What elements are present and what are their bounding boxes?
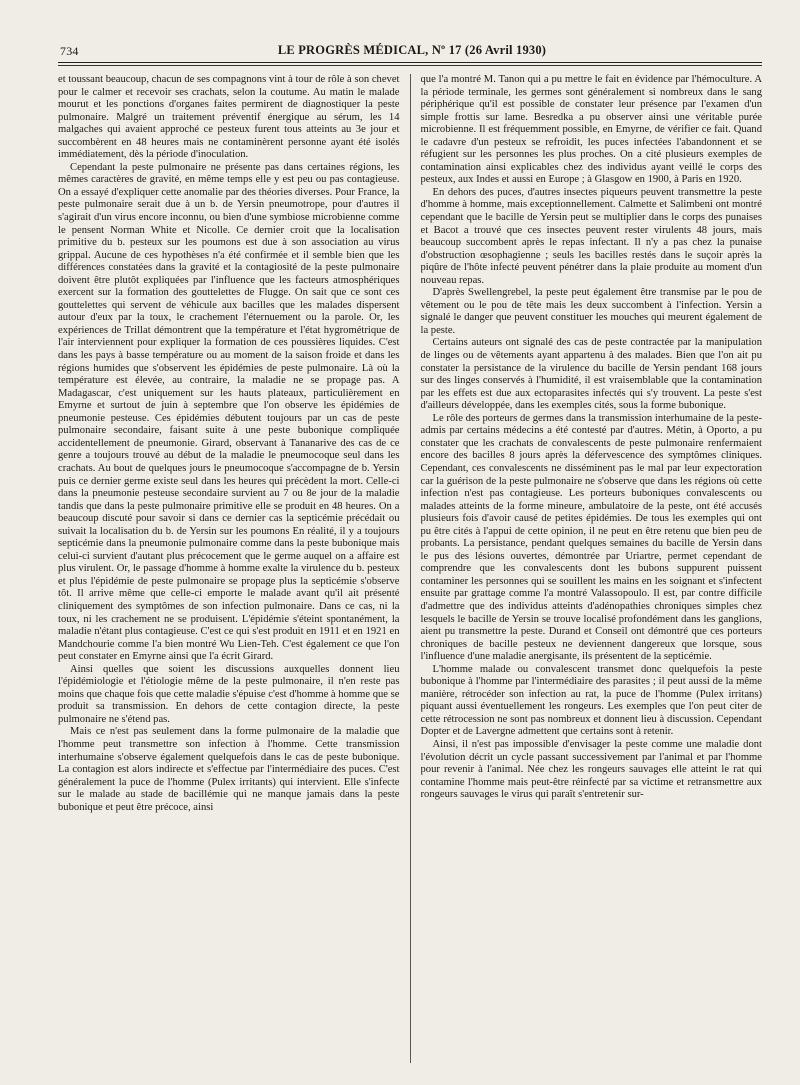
- paragraph: et toussant beaucoup, chacun de ses compagnons vint à tour de rôle à son chevet pour le calmer et recevoir ses crachats, selon la coutume. Au matin le malade mourut et les ponctions d'organes faites permirent de diagnostiquer la peste pulmonaire. Malgré un traitement préventif énergique au sérum, les 14 malgaches qui avaient approché ce pesteux furent tous atteints au 3e jour et succombèrent en 48 heures mais ne contaminèrent personne ayant été isolés immédiatement, dès la période d'inoculation.: [58, 74, 400, 161]
- paragraph: En dehors des puces, d'autres insectes piqueurs peuvent transmettre la peste d'homme à homme, mais exceptionnellement. Calmette et Salimbeni ont montré cependant que le bacille de Yersin peut se multiplier dans le corps des punaises et Bacot a trouvé que ces insectes peuvent rester virulents 48 jours, mais beaucoup succombent après le repas infectant. Il n'y a pas chez la punaise d'obstruction œsophagienne ; seuls les bacilles restés dans le suçoir après la piqûre de l'hôte infecté peuvent pénétrer dans la plaie produite au moment d'un nouveau repas.: [420, 186, 762, 286]
- paragraph: Certains auteurs ont signalé des cas de peste contractée par la manipulation de linges ou de vêtements ayant appartenu à des malades. Bien que l'on ait pu constater la persistance de la virulence du bacille de Yersin pendant 168 jours sur des linges conservés à l'humidité, il est vraisemblable que la contamination par les effets est due aux ectoparasites infectés qui s'y trouvent. La peste s'est d'ailleurs développée, dans les exemples cités, sous la forme bubonique.: [420, 337, 762, 412]
- paragraph: Ainsi quelles que soient les discussions auxquelles donnent lieu l'épidémiologie et l'étiologie même de la peste pulmonaire, il n'en reste pas moins que chaque fois que cette maladie s'épuise c'est d'homme à homme que se produit sa transmission. En dehors de cette contagion directe, la peste pulmonaire ne s'étend pas.: [58, 663, 400, 725]
- header-rule-thin: [58, 65, 762, 66]
- paragraph: D'après Swellengrebel, la peste peut également être transmise par le pou de vêtement ou le pou de tête mais les deux succombent à l'infection. Yersin a signalé le danger que peuvent constituer les mouches qui meurent également de la peste.: [420, 287, 762, 336]
- header-rule: [58, 62, 762, 63]
- paragraph: Mais ce n'est pas seulement dans la forme pulmonaire de la maladie que l'homme peut transmettre son infection à l'homme. Cette transmission interhumaine s'observe également quelquefois dans le cas de peste bubonique. La contagion est alors indirecte et s'effectue par l'intermédiaire des puces. C'est généralement la puce de l'homme (Pulex irritants) qui intervient. Elle s'infecte sur le malade au stade de bacillémie qui ne manque jamais dans la peste bubonique et peut être précoce, ainsi: [58, 726, 400, 813]
- running-header: [60, 42, 764, 62]
- text-columns: [58, 74, 762, 1063]
- paragraph: Cependant la peste pulmonaire ne présente pas dans certaines régions, les mêmes caractères de gravité, en même temps elle y est peu ou pas contagieuse. On a essayé d'expliquer cette anomalie par des théories diverses. Pour France, la peste pulmonaire serait due à un b. de Yersin pneumotrope, pour d'autres il s'agirait d'un virus encore inconnu, ou bien d'une symbiose microbienne comme le pensent Norman White et Nicolle. Ce dernier croit que la localisation primitive du b. pesteux sur les poumons est due à son association au virus grippal. Aucune de ces hypothèses n'a été confirmée et il semble bien que les différences constatées dans la gravité et la contagiosité de la peste pulmonaire doivent être plutôt expliquées par l'influence que les facteurs atmosphériques exercent sur la formation des gouttelettes de Flugge. On sait que ce sont ces gouttelettes qui servent de véhicule aux bacilles que les malades dispersent autour d'eux par la toux, le crachement l'éternuement ou la parole. Or, les expériences de Trillat démontrent que la température et l'état hygrométrique de l'air interviennent pour expliquer la formation de ces poussières liquides. C'est dans les pays à basse température ou au moment de la saison froide et dans les régions humides que s'observent les épidémies de peste pulmonaire. Là où la température est élevée, au contraire, la maladie ne se propage pas. A Madagascar, c'est uniquement sur les hauts plateaux, particulièrement en Emyrne et surtout de juin à septembre que l'on observe les épidémies de pneumonie pesteuse. Ces épidémies débutent toujours par un cas de peste pulmonaire secondaire, faisant suite à une peste bubonique compliquée accidentellement de pneumonie. Girard, observant à Tananarive des cas de ce genre a toujours trouvé au début de la maladie le pneumocoque seul dans les crachats. Au bout de quelques jours le pneumocoque s'accompagne de b. Yersin puis ce dernier germe existe seul dans les heures qui précèdent la mort. Celle-ci dans la pneumonie pesteuse secondaire survient au 7 ou 8e jour de la maladie tandis que dans la peste pulmonaire primitive elle se produit en 48 heures. On a beaucoup discuté pour savoir si dans ce dernier cas la septicémie précédait ou suivait la localisation du b. de Yersin sur les poumons En réalité, il y a toujours septicémie dans la pneumonie pulmonaire comme dans la peste bubonique mais celui-ci survient d'autant plus précocement que le germe auquel on a affaire est plus virulent. Or, le passage d'homme à homme exalte la virulence du b. pesteux et plus l'épidémie de peste pulmonaire se propage plus la septicémie s'observe tôt. Il arrive même que celle-ci emporte le malade avant qu'il ait présenté cliniquement des symptômes de son infection pulmonaire. Dans ce cas, ni la toux, ni les crachement ne se produisent. L'épidémie s'éteint spontanément, la maladie n'étant plus contagieuse. C'est ce qui s'est produit en 1911 et en 1921 en Mandchourie comme l'a bien montré Wu Lien-Teh. C'est également ce que l'on peut constater en Emyrne ainsi que l'a écrit Girard.: [58, 161, 400, 663]
- left-column: [58, 74, 400, 1063]
- page-number: 734: [60, 44, 79, 58]
- paragraph: Le rôle des porteurs de germes dans la transmission interhumaine de la peste-admis par certains médecins a été contesté par d'autres. Métin, à Oporto, a pu constater que les crachats de convalescents de peste pulmonaire renfermaient encore des bacilles 8 jours après la défervescence des symptômes cliniques. Cependant, ces convalescents ne disséminent pas le mal par leur expectoration car la guérison de la peste pulmonaire ne s'observe que dans les régions où cette infection n'est pas contagieuse. Les porteurs buboniques convalescents ou malades atteints de la forme mineure, ambulatoire de la peste, ont été accusés plusieurs fois d'avoir causé de petites épidémies. De tous les exemples qui ont pu être cités à l'appui de cette opinion, il ne peut en être retenu que bien peu de probants. La persistance, pendant quelques semaines du bacille de Yersin dans le pus des lésions ouvertes, démontrée par Uriartre, permet cependant de comprendre que les convalescents dont les bubons suppurent puissent contaminer les personnes qui se souillent les mains en les soignant et s'infectent ensuite par grattage comme l'a montré Valassopoulo. Il est, par contre difficile d'admettre que des individus atteints d'adénopathies chroniques simples chez lesquels le bacille de Yersin se trouve localisé profondément dans les ganglions, aient pu transmettre la peste. Durand et Conseil ont démontré que ces porteurs chroniques de bacille pesteux ne deviennent dangereux que lorsque, sous l'influence d'une maladie anergisante, ils présentent de la septicémie.: [420, 412, 762, 663]
- column-separator: [410, 74, 411, 1063]
- paragraph: L'homme malade ou convalescent transmet donc quelquefois la peste bubonique à l'homme par l'intermédiaire des parasites ; il peut aussi de la même manière, rétrocéder son infection au rat, la puce de l'homme (Pulex irritans) piquant aussi éventuellement les rongeurs. Les exemples que l'on peut citer de cette rétrocession ne sont pas nombreux et donnent lieu à discussion. Cependant Dopter et de Lavergne admettent que certains sont à retenir.: [420, 663, 762, 738]
- right-column: [421, 74, 763, 1063]
- paragraph: que l'a montré M. Tanon qui a pu mettre le fait en évidence par l'hémoculture. A la période terminale, les germes sont généralement si nombreux dans le sang périphérique qu'il est possible de constater leur présence par l'examen d'un simple frottis sur lame. Besredka a pu observer ainsi une véritable purée microbienne. Il est fréquemment possible, en Emyrne, de vérifier ce fait. Quand le cadavre d'un pesteux se refroidit, les puces infectées l'abandonnent et se réfugient sur les personnes les plus proches. On a cité plusieurs exemples de contamination ainsi explicables chez des individus ayant veillé le corps des pesteux, aux Indes et aussi en Europe ; à Glasgow en 1900, à Paris en 1920.: [420, 74, 762, 186]
- paragraph: Ainsi, il n'est pas impossible d'envisager la peste comme une maladie dont l'évolution décrit un cycle passant successivement par l'animal et par l'homme pour revenir à l'animal. Née chez les rongeurs sauvages elle atteint le rat qui contamine l'homme mais peut-être réinfecté par sa victime et retransmettre aux rongeurs sauvages le virus qui paraît s'entretenir sur-: [420, 738, 762, 801]
- journal-title: LE PROGRÈS MÉDICAL, Nº 17 (26 Avril 1930): [277, 43, 547, 57]
